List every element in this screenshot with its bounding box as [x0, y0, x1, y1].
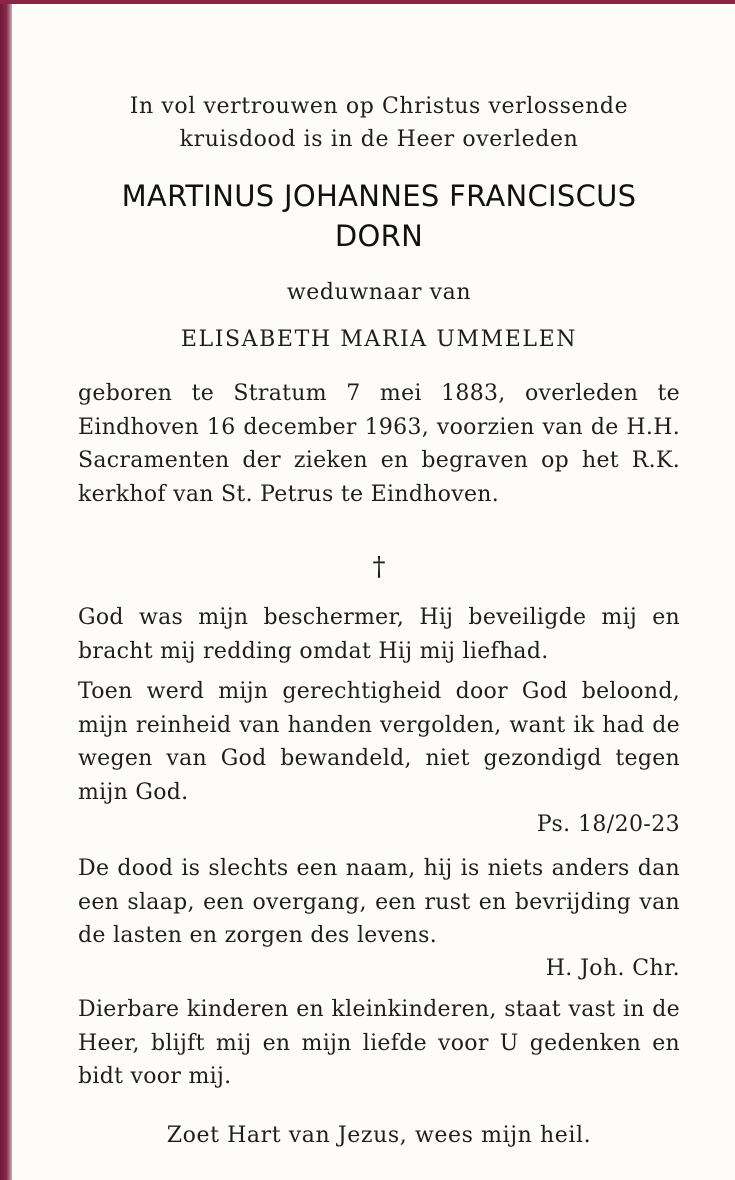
- deceased-name-line-2: DORN: [334, 219, 424, 253]
- intro-line-1: In vol vertrouwen op Christus verlossende: [129, 94, 629, 119]
- psalm-reference: Ps. 18/20-23: [536, 812, 680, 837]
- psalm-paragraph-2: Toen werd mijn gerechtigheid door God beloond, mijn reinheid van handen vergolden, want ik had de wegen van God bewandeld, niet gezondigd tegen mijn God.: [78, 679, 680, 805]
- life-paragraph: geboren te Stratum 7 mei 1883, overleden te Eindhoven 16 december 1963, voorzien van de H.H. Sacramenten der zieken en begraven op het R.K. kerkhof van St. Petrus te Eindhoven.: [78, 381, 680, 507]
- relation-text: weduwnaar van: [286, 280, 472, 305]
- quote-paragraph: De dood is slechts een naam, hij is niets anders dan een slaap, een overgang, een rust en bevrijding van de lasten en zorgen des levens.: [78, 856, 680, 948]
- card-top-edge: [0, 0, 735, 4]
- deceased-name: [78, 176, 680, 256]
- card-left-edge: [0, 0, 12, 1180]
- cross-icon: †: [372, 552, 386, 582]
- farewell-paragraph: Dierbare kinderen en kleinkinderen, staat vast in de Heer, blijft mij en mijn liefde voor U gedenken en bidt voor mij.: [78, 997, 680, 1089]
- intro-line-2: kruisdood is in de Heer overleden: [179, 127, 579, 152]
- quote-author: H. Joh. Chr.: [545, 956, 680, 981]
- spouse-name: ELISABETH MARIA UMMELEN: [180, 327, 578, 352]
- intro-text: [78, 90, 680, 156]
- closing-prayer: Zoet Hart van Jezus, wees mijn heil.: [166, 1123, 592, 1148]
- deceased-name-line-1: MARTINUS JOHANNES FRANCISCUS: [121, 179, 637, 213]
- psalm-paragraph-1: God was mijn beschermer, Hij beveiligde mij en bracht mij redding omdat Hij mij liefhad.: [78, 605, 680, 664]
